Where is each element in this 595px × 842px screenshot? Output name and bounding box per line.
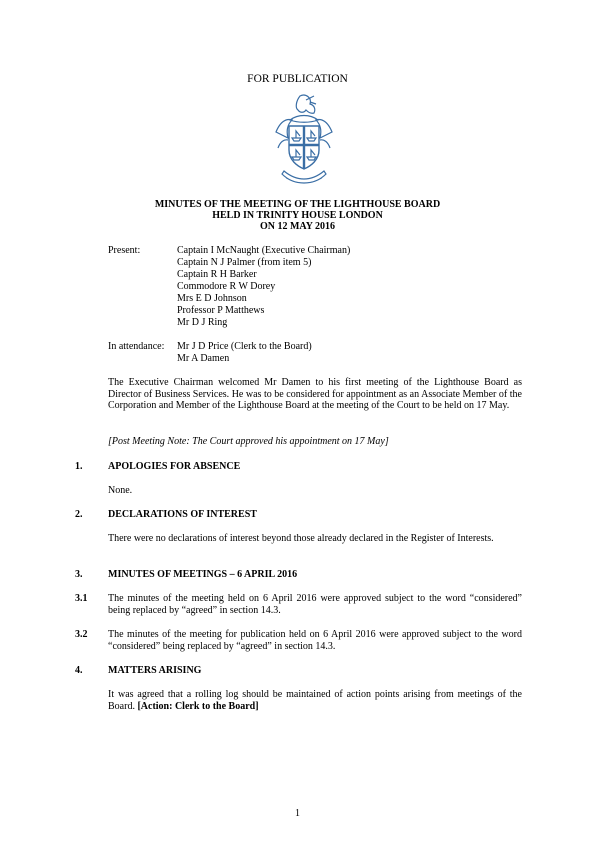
present-name: Mrs E D Johnson bbox=[177, 293, 247, 304]
section-heading: APOLOGIES FOR ABSENCE bbox=[108, 461, 241, 472]
subsection-number: 3.2 bbox=[75, 629, 88, 640]
section-number: 4. bbox=[75, 665, 83, 676]
attendance-label: In attendance: bbox=[108, 341, 165, 352]
present-name: Captain I McNaught (Executive Chairman) bbox=[177, 245, 351, 256]
intro-paragraph: The Executive Chairman welcomed Mr Damen to his first meeting of the Lighthouse Board as Director of Business Services. He was to be considered for appointment as an Associate Member of the Corporation and Member of the Lighthouse Board at the meeting of the Court to be held on 17 May. bbox=[108, 377, 522, 411]
section-text bbox=[108, 689, 522, 712]
present-list bbox=[177, 245, 350, 329]
attendance-list bbox=[177, 341, 312, 365]
section-heading: MINUTES OF MEETINGS – 6 APRIL 2016 bbox=[108, 569, 298, 580]
matters-arising-text: It was agreed that a rolling log should be maintained of action points arising from meetings of the Board. bbox=[108, 689, 522, 712]
section-number: 2. bbox=[75, 509, 83, 520]
subsection-text: The minutes of the meeting for publication held on 6 April 2016 were approved subject to the word “considered” being replaced by “agreed” in section 14.3. bbox=[108, 629, 522, 652]
minutes-title bbox=[0, 199, 595, 232]
section-text: There were no declarations of interest beyond those already declared in the Register of Interests. bbox=[108, 533, 494, 544]
post-meeting-note: [Post Meeting Note: The Court approved his appointment on 17 May] bbox=[108, 436, 389, 447]
trinity-house-crest-logo bbox=[272, 92, 336, 190]
title-line-2: HELD IN TRINITY HOUSE LONDON bbox=[212, 210, 383, 221]
attendance-name: Mr J D Price (Clerk to the Board) bbox=[177, 341, 312, 352]
present-name: Captain N J Palmer (from item 5) bbox=[177, 257, 312, 268]
page-number: 1 bbox=[295, 808, 300, 819]
present-name: Commodore R W Dorey bbox=[177, 281, 276, 292]
present-name: Captain R H Barker bbox=[177, 269, 257, 280]
subsection-number: 3.1 bbox=[75, 593, 88, 604]
publication-label: FOR PUBLICATION bbox=[247, 73, 348, 85]
title-line-1: MINUTES OF THE MEETING OF THE LIGHTHOUSE BOARD bbox=[154, 199, 441, 210]
section-heading: DECLARATIONS OF INTEREST bbox=[108, 509, 257, 520]
section-heading: MATTERS ARISING bbox=[108, 665, 202, 676]
subsection-text: The minutes of the meeting held on 6 April 2016 were approved subject to the word “considered” being replaced by “agreed” in section 14.3. bbox=[108, 593, 522, 616]
section-text: None. bbox=[108, 485, 133, 496]
section-number: 1. bbox=[75, 461, 83, 472]
present-label: Present: bbox=[108, 245, 141, 256]
present-name: Professor P Matthews bbox=[177, 305, 265, 316]
title-line-3: ON 12 MAY 2016 bbox=[259, 221, 336, 232]
attendance-name: Mr A Damen bbox=[177, 353, 230, 364]
section-number: 3. bbox=[75, 569, 83, 580]
action-note: [Action: Clerk to the Board] bbox=[137, 700, 259, 712]
present-name: Mr D J Ring bbox=[177, 317, 228, 328]
